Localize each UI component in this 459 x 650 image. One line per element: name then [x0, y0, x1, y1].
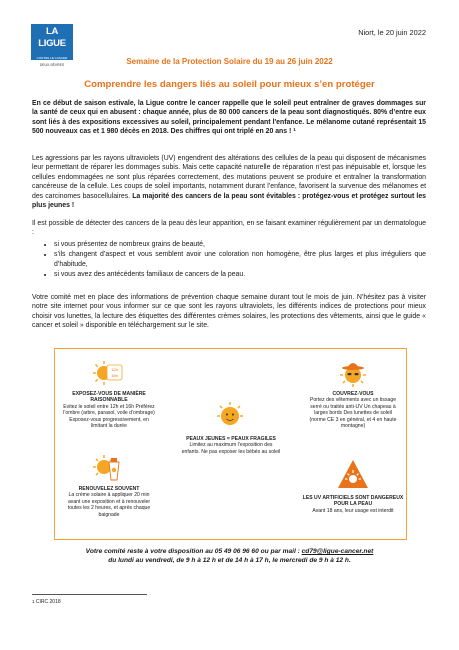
tip-couvrez — [307, 391, 399, 429]
tip-uv-body: Avant 18 ans, leur usage est interdit — [312, 507, 394, 514]
intro-text: En ce début de saison estivale, la Ligue contre le cancer rappelle que le soleil peut entraîner de graves dommages sur la santé de ceux qui en abusent : chaque année, plus de 80 000 cancers de la peau sont diagnostiqués. 80% d’entre eux sont liés à des expositions excessives au soleil, principalement pendant l'enfance. Le mélanome cutané représentait 15 500 nouveaux cas et 1 980 décès en 2018. Des chiffres qui ont triplé en 20 ans ! — [32, 100, 426, 136]
clock-label-end: 16h — [111, 373, 118, 378]
tip-peaux-title: PEAUX JEUNES = PEAUX FRAGILES — [186, 436, 276, 442]
contact-footer — [0, 547, 459, 565]
email-link[interactable]: cd79@ligue-cancer.net — [301, 548, 374, 555]
detection-text: Il est possible de détecter des cancers de la peau dès leur apparition, en se faisant examiner régulièrement par un dermatologue : — [32, 220, 426, 237]
footnote-divider — [32, 594, 147, 595]
tip-peaux — [181, 436, 281, 455]
warning-sun-icon — [337, 459, 369, 489]
detection-list — [32, 240, 426, 280]
committee-paragraph: Votre comité met en place des informations de prévention chaque semaine durant tout le mois de juin. N’hésitez pas à visiter notre site internet pour vous informer sur ce que sont les rayons ultraviolets, les différents indices de protections pour mieux choisir vos lunettes, la lecture des étiquettes des différentes crèmes solaires, les protections des vêtements, ainsi que le guide « cancer et soleil » disponible en téléchargement sur le site. — [32, 294, 426, 330]
intro-paragraph — [32, 99, 426, 137]
sunscreen-icon — [93, 454, 123, 482]
baby-sun-icon — [215, 402, 245, 430]
sun-clock-icon — [93, 359, 123, 387]
footer-prefix: Votre comité reste à votre disposition au 05 49 06 96 60 ou par mail : — [85, 548, 302, 555]
list-item: • si vous présentez de nombreux grains de beauté, — [54, 240, 426, 249]
document-date: Niort, le 20 juin 2022 — [358, 28, 426, 37]
list-item: • si vous avez des antécédents familiaux de cancers de la peau. — [54, 270, 426, 279]
document-heading: Semaine de la Protection Solaire du 19 au 26 juin 2022 — [126, 57, 333, 66]
tip-peaux-body: Limitez au maximum l’exposition des enfants. Ne pas exposer les bébés au soleil — [181, 442, 281, 455]
logo-title: LA LIGUE — [38, 26, 66, 49]
uv-paragraph-text: Les agressions par les rayons ultraviolets (UV) engendrent des altérations des cellules de la peau qui disposent de mécanismes leur permettant de réparer les dommages subis. Mais cette capacité naturelle de réparation n’est pas inépuisable et, lorsque les cellules endommagées ne sont plus réparées correctement, des mutations peuvent se produire et entraîner la transformation cancéreuse de la cellule. Les coups de soleil importants, notamment durant l’enfance, favorisent la survenue des mélanomes et des carcinomes basocellulaires. — [32, 155, 426, 200]
logo-subtitle: CONTRE LE CANCER — [36, 56, 68, 60]
uv-paragraph-bold: La majorité des cancers de la peau sont évitables : protégez-vous et protégez surtout les plus jeunes ! — [32, 192, 426, 210]
detection-paragraph — [32, 219, 426, 280]
tip-renouvelez-body: La crème solaire à appliquer 20 min avant une exposition et à renouveler toutes les 2 heures, et après chaque baignade — [67, 492, 151, 518]
tip-renouvelez — [63, 486, 155, 518]
footnote-text: CIRC 2018 — [35, 599, 61, 605]
list-item: • s’ils changent d’aspect et vous semblent avoir une coloration non homogène, être plus larges et plus irréguliers que d’habitude, — [54, 250, 426, 269]
logo-box — [31, 24, 73, 60]
logo-department: DEUX-SÈVRES — [39, 63, 65, 67]
tip-renouvelez-title: RENOUVELEZ SOUVENT — [78, 486, 140, 492]
footer-hours: du lundi au vendredi, de 9 h à 12 h et de 14 h à 17 h, le mercredi de 9 h à 12 h. — [108, 557, 351, 564]
footnote-ref: 1 — [293, 127, 296, 133]
tip-couvrez-title: COUVREZ-VOUS — [332, 391, 374, 397]
footnote — [32, 599, 61, 605]
document-subheading: Comprendre les dangers liés au soleil pour mieux s’en protéger — [84, 79, 375, 90]
tip-expose-body: Evitez le soleil entre 12h et 16h Préférez l’ombre (arbre, parasol, voile d’ombrage) Exposez-vous progressivement, en limitant la durée — [63, 403, 155, 430]
tip-expose — [63, 391, 155, 429]
tip-uv-title: LES UV ARTIFICIELS SONT DANGEREUX POUR LA PEAU — [302, 495, 404, 508]
tips-panel — [54, 348, 407, 540]
sun-hat-icon — [338, 359, 368, 387]
clock-label-start: 12h — [111, 367, 118, 372]
tip-expose-title: EXPOSEZ-VOUS DE MANIÈRE RAISONNABLE — [72, 391, 146, 404]
tip-uv — [299, 495, 407, 514]
footnote-number: 1 — [32, 599, 35, 604]
uv-paragraph — [32, 154, 426, 210]
tip-couvrez-body: Portez des vêtements avec un tissage serré ou traités anti-UV Un chapeau à larges bords Des lunettes de soleil (norme CE 3 en général, et 4 en haute montagne) — [309, 397, 397, 430]
